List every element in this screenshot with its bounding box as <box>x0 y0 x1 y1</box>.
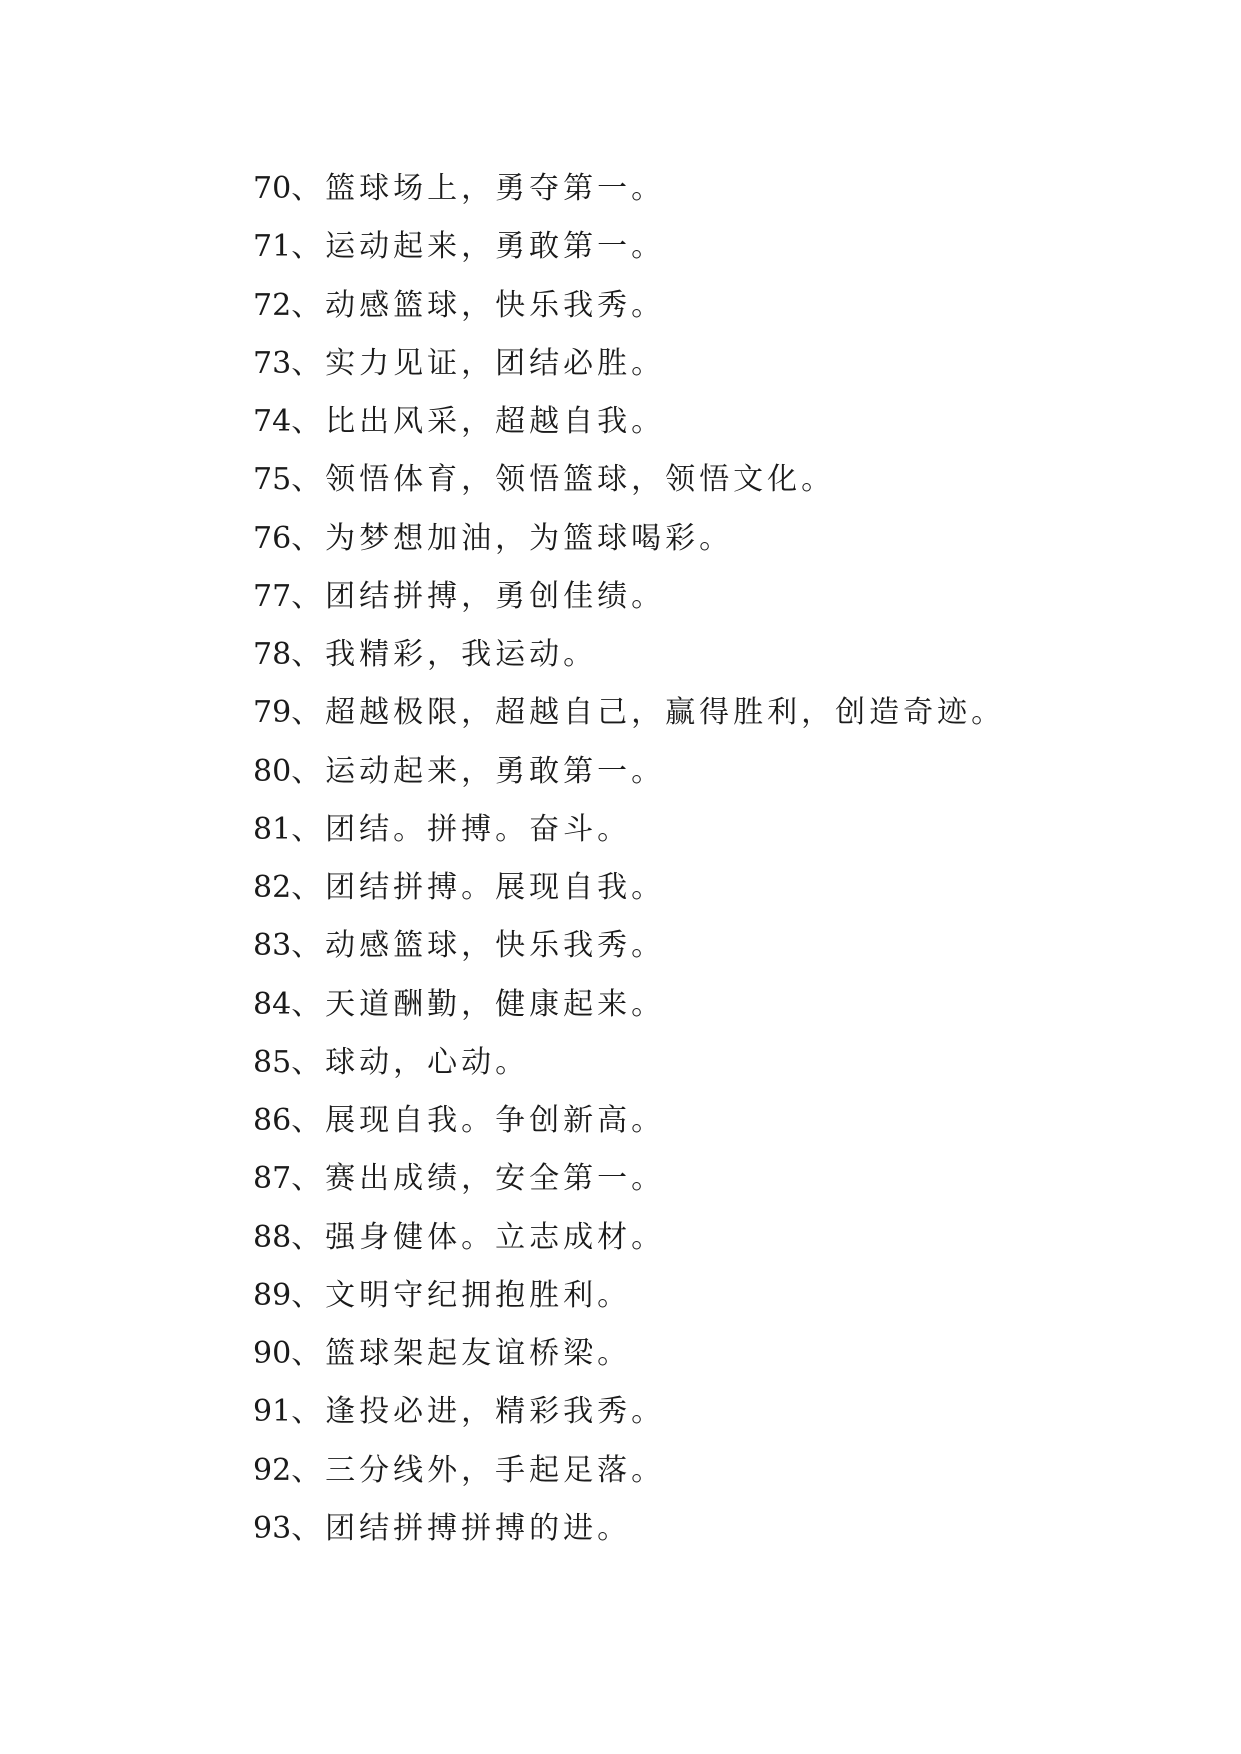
item-text: 、团结。拼搏。奋斗。 <box>291 811 632 847</box>
list-item <box>253 1267 1005 1325</box>
item-text: 、动感篮球，快乐我秀。 <box>291 287 666 323</box>
item-number: 72 <box>253 287 292 323</box>
item-number: 92 <box>253 1452 292 1488</box>
item-text: 、篮球场上，勇夺第一。 <box>291 171 666 206</box>
list-item <box>253 859 1005 917</box>
item-number: 87 <box>253 1161 292 1197</box>
list-item <box>253 277 1005 335</box>
item-number: 78 <box>253 637 292 672</box>
item-number: 82 <box>253 870 292 905</box>
list-item <box>253 1150 1005 1208</box>
item-number: 73 <box>253 345 292 381</box>
item-text: 、文明守纪拥抱胜利。 <box>291 1277 632 1313</box>
list-item <box>253 626 1005 684</box>
item-number: 88 <box>253 1219 292 1255</box>
list-item <box>253 684 1005 742</box>
item-number: 84 <box>253 986 292 1022</box>
item-number: 75 <box>253 462 292 498</box>
item-text: 、强身健体。立志成材。 <box>291 1219 666 1255</box>
item-text: 、超越极限，超越自己，赢得胜利，创造奇迹。 <box>291 695 1006 731</box>
list-item <box>253 1034 1005 1092</box>
item-text: 、我精彩，我运动。 <box>291 637 598 672</box>
item-number: 86 <box>253 1103 292 1138</box>
item-number: 70 <box>253 171 292 206</box>
list-item <box>253 917 1005 975</box>
list-item <box>253 451 1005 509</box>
list-item <box>253 1442 1005 1500</box>
item-text: 、领悟体育，领悟篮球，领悟文化。 <box>291 462 836 498</box>
item-text: 、逢投必进，精彩我秀。 <box>291 1394 666 1430</box>
item-text: 、团结拼搏，勇创佳绩。 <box>291 578 666 614</box>
list-item <box>253 568 1005 626</box>
slogan-list <box>253 160 1005 1558</box>
item-number: 74 <box>253 404 292 439</box>
item-number: 80 <box>253 753 292 789</box>
item-text: 、展现自我。争创新高。 <box>291 1103 666 1138</box>
list-item <box>253 743 1005 801</box>
item-text: 、实力见证，团结必胜。 <box>291 345 666 381</box>
list-item <box>253 335 1005 393</box>
item-number: 83 <box>253 928 292 964</box>
item-text: 、运动起来，勇敢第一。 <box>291 229 666 265</box>
item-number: 85 <box>253 1044 292 1080</box>
item-text: 、比出风采，超越自我。 <box>291 404 666 439</box>
list-item <box>253 1383 1005 1441</box>
item-number: 91 <box>253 1394 292 1430</box>
item-text: 、赛出成绩，安全第一。 <box>291 1161 666 1197</box>
item-number: 81 <box>253 811 292 847</box>
item-text: 、动感篮球，快乐我秀。 <box>291 928 666 964</box>
list-item <box>253 801 1005 859</box>
item-number: 79 <box>253 695 292 731</box>
list-item <box>253 1092 1005 1150</box>
list-item <box>253 160 1005 218</box>
item-number: 89 <box>253 1277 292 1313</box>
item-text: 、团结拼搏拼搏的进。 <box>291 1510 632 1546</box>
item-text: 、篮球架起友谊桥梁。 <box>291 1336 632 1371</box>
list-item <box>253 1500 1005 1558</box>
item-text: 、三分线外，手起足落。 <box>291 1452 666 1488</box>
item-number: 76 <box>253 520 292 556</box>
list-item <box>253 976 1005 1034</box>
list-item <box>253 393 1005 451</box>
item-text: 、天道酬勤，健康起来。 <box>291 986 666 1022</box>
item-text: 、球动，心动。 <box>291 1044 530 1080</box>
item-number: 71 <box>253 229 292 265</box>
list-item <box>253 218 1005 276</box>
item-text: 、运动起来，勇敢第一。 <box>291 753 666 789</box>
item-number: 77 <box>253 578 292 614</box>
item-number: 90 <box>253 1336 292 1371</box>
item-text: 、为梦想加油，为篮球喝彩。 <box>291 520 734 556</box>
item-number: 93 <box>253 1510 292 1546</box>
list-item <box>253 510 1005 568</box>
list-item <box>253 1209 1005 1267</box>
list-item <box>253 1325 1005 1383</box>
item-text: 、团结拼搏。展现自我。 <box>291 870 666 905</box>
